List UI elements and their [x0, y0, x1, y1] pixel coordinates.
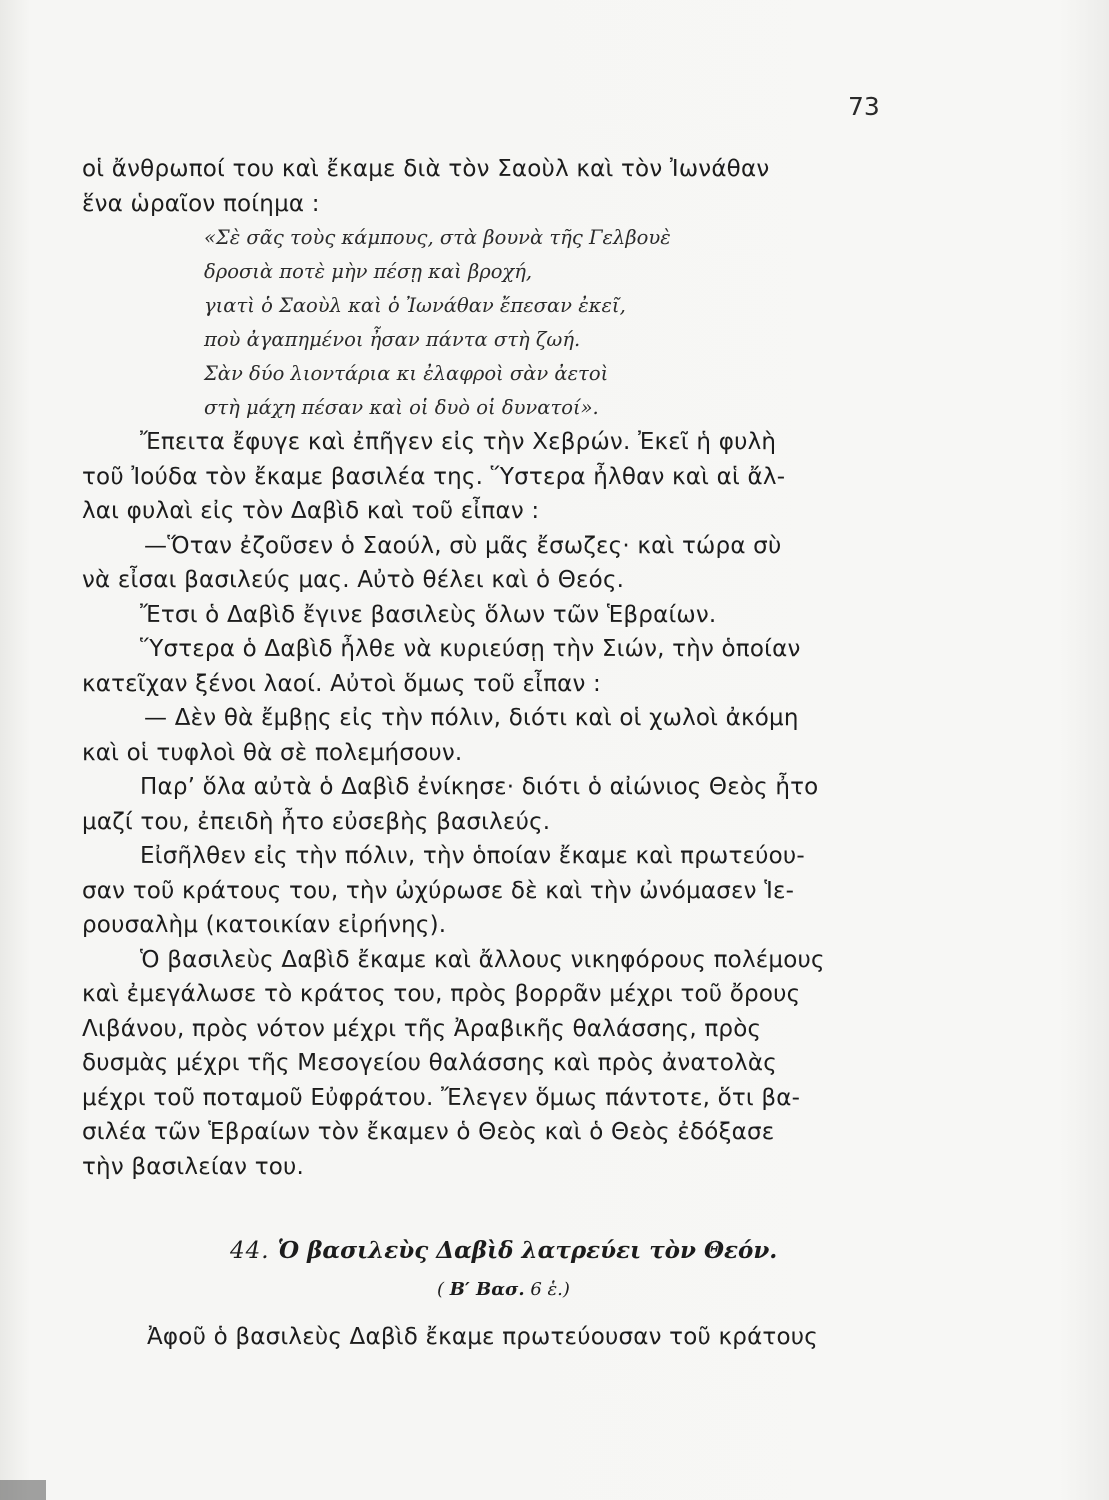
scripture-reference: [437, 1279, 570, 1300]
body-text: [82, 152, 922, 1184]
text-line: μέχρι τοῦ ποταμοῦ Εὐφράτου. Ἔλεγεν ὅμως πάντοτε, ὅτι βα-: [82, 1084, 801, 1111]
section-heading: [230, 1237, 830, 1264]
text-line: καὶ ἐμεγάλωσε τὸ κράτος του, πρὸς βορρᾶν μέχρι τοῦ ὄρους: [82, 981, 801, 1007]
text-line: δυσμὰς μέχρι τῆς Μεσογείου θαλάσσης καὶ πρὸς ἀνατολὰς: [82, 1050, 777, 1076]
text-line: λαι φυλαὶ εἰς τὸν Δαβὶδ καὶ τοῦ εἶπαν :: [82, 498, 540, 524]
reference-book: Β′ Βασ.: [449, 1279, 525, 1300]
text-line: ἕνα ὡραῖον ποίημα :: [82, 190, 320, 217]
text-line: Ὕστερα ὁ Δαβὶδ ἦλθε νὰ κυριεύσῃ τὴν Σιών, τὴν ὁποίαν: [140, 636, 801, 662]
reference-open: (: [437, 1279, 445, 1300]
dialog-paragraph: [82, 701, 922, 770]
section-title: Ὁ βασιλεὺς Δαβὶδ λατρεύει τὸν Θεόν.: [277, 1237, 778, 1264]
paragraph: [82, 839, 922, 943]
text-line: μαζί του, ἐπειδὴ ἦτο εὐσεβὴς βασιλεύς.: [82, 808, 551, 835]
paragraph: [82, 770, 922, 839]
text-line: οἱ ἄνθρωποί του καὶ ἔκαμε διὰ τὸν Σαοὺλ καὶ τὸν Ἰωνάθαν: [82, 156, 770, 182]
poem-line: στὴ μάχη πέσαν καὶ οἱ δυὸ οἱ δυνατοί».: [204, 396, 599, 419]
text-line: τὴν βασιλείαν του.: [82, 1153, 305, 1180]
reference-chapter: 6 ἑ.: [530, 1279, 563, 1300]
text-line: Παρ’ ὅλα αὐτὰ ὁ Δαβὶδ ἐνίκησε· διότι ὁ αἰώνιος Θεὸς ἦτο: [140, 774, 819, 800]
poem-line: ποὺ ἀγαπημένοι ἦσαν πάντα στὴ ζωή.: [204, 328, 581, 351]
text-line: τοῦ Ἰούδα τὸν ἔκαμε βασιλέα της. Ὕστερα ἦλθαν καὶ αἱ ἄλ-: [82, 463, 786, 490]
poem-line: γιατὶ ὁ Σαοὺλ καὶ ὁ Ἰωνάθαν ἔπεσαν ἐκεῖ,: [204, 294, 626, 317]
text-line: κατεῖχαν ξένοι λαοί. Αὐτοὶ ὅμως τοῦ εἶπαν :: [82, 670, 602, 697]
scan-edge-mark: [0, 1480, 46, 1500]
paragraph: [82, 598, 922, 633]
text-line: Εἰσῆλθεν εἰς τὴν πόλιν, τὴν ὁποίαν ἔκαμε καὶ πρωτεύου-: [140, 843, 805, 869]
text-line: Ἔτσι ὁ Δαβὶδ ἔγινε βασιλεὺς ὅλων τῶν Ἑβραίων.: [140, 601, 717, 628]
section-number: 44.: [230, 1238, 270, 1264]
paragraph: [82, 943, 922, 1185]
text-line: —Ὅταν ἐζοῦσεν ὁ Σαούλ, σὺ μᾶς ἔσωζες· καὶ τώρα σὺ: [144, 532, 782, 559]
poem: [82, 221, 922, 425]
text-line: νὰ εἶσαι βασιλεύς μας. Αὐτὸ θέλει καὶ ὁ Θεός.: [82, 567, 625, 593]
text-line: Ἀφοῦ ὁ βασιλεὺς Δαβὶδ ἔκαμε πρωτεύουσαν τοῦ κράτους: [147, 1324, 818, 1350]
page-number: 73: [848, 92, 880, 121]
text-line: καὶ οἱ τυφλοὶ θὰ σὲ πολεμήσουν.: [82, 739, 463, 766]
text-line: σαν τοῦ κράτους του, τὴν ὠχύρωσε δὲ καὶ τὴν ὠνόμασεν Ἱε-: [82, 877, 795, 904]
text-line: σιλέα τῶν Ἑβραίων τὸν ἔκαμεν ὁ Θεὸς καὶ ὁ Θεὸς ἐδόξασε: [82, 1119, 775, 1145]
text-line: ρουσαλὴμ (κατοικίαν εἰρήνης).: [82, 912, 447, 938]
text-line: Ἔπειτα ἔφυγε καὶ ἐπῆγεν εἰς τὴν Χεβρών. Ἐκεῖ ἡ φυλὴ: [140, 429, 777, 455]
poem-line: δροσιὰ ποτὲ μὴν πέσῃ καὶ βροχή,: [204, 260, 533, 283]
paragraph: [82, 425, 922, 529]
text-line: Ὁ βασιλεὺς Δαβὶδ ἔκαμε καὶ ἄλλους νικηφόρους πολέμους: [140, 946, 825, 973]
paragraph: [82, 632, 922, 701]
dialog-paragraph: [82, 529, 922, 598]
poem-line: «Σὲ σᾶς τοὺς κάμπους, στὰ βουνὰ τῆς Γελβουὲ: [204, 226, 671, 249]
text-line: — Δὲν θὰ ἔμβῃς εἰς τὴν πόλιν, διότι καὶ οἱ χωλοὶ ἀκόμη: [144, 705, 799, 731]
text-line: Λιβάνου, πρὸς νότον μέχρι τῆς Ἀραβικῆς θαλάσσης, πρὸς: [82, 1015, 762, 1042]
reference-close: ): [562, 1279, 570, 1300]
poem-line: Σὰν δύο λιοντάρια κι ἐλαφροὶ σὰν ἀετοὶ: [204, 362, 609, 385]
